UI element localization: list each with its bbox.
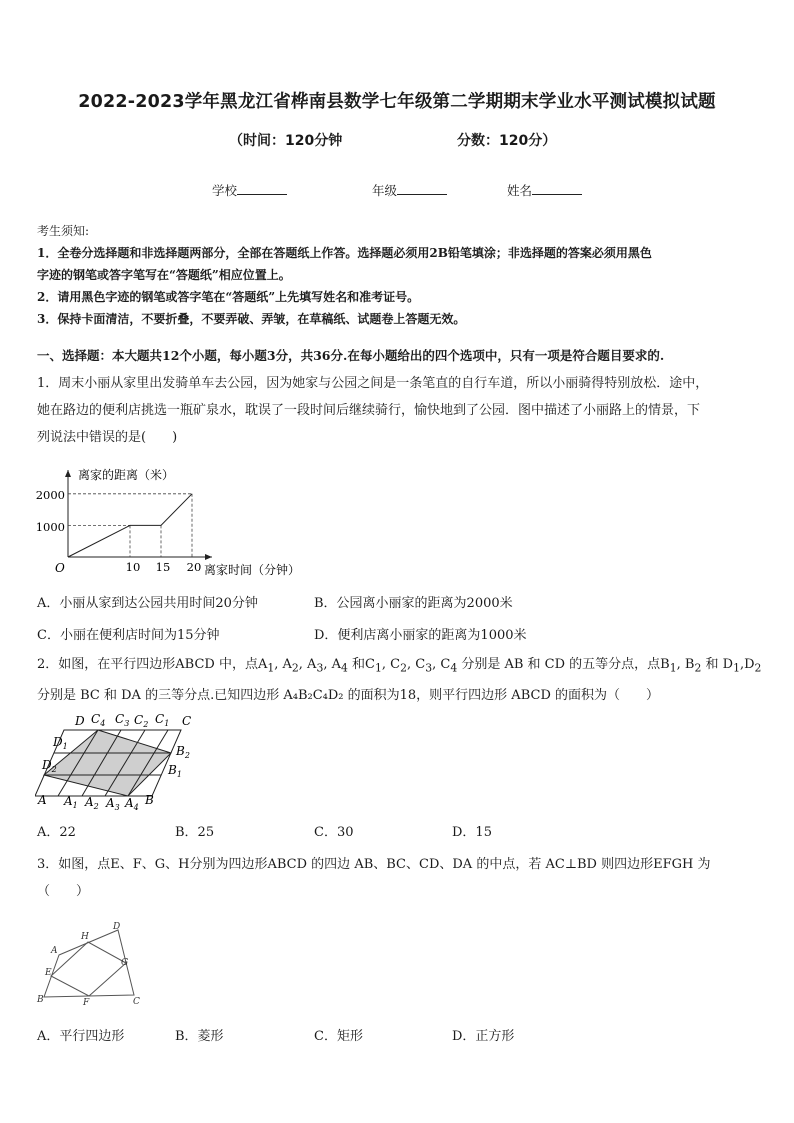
origin-label: O: [55, 561, 65, 575]
svg-text:D2: $D_2$: [42, 758, 57, 774]
svg-text:B: B: [145, 793, 154, 807]
svg-text:H: H: [81, 932, 89, 942]
x-tick-15: 15: [155, 560, 171, 574]
note-1: 1．全卷分选择题和非选择题两部分，全部在答题纸上作答。选择题必须用2B铅笔填涂；非选择题的答案必须用黑色: [37, 246, 652, 260]
q3-line-1: 3．如图，点E、F、G、H分别为四边形ABCD 的四边 AB、BC、CD、DA 的中点，若 AC⊥BD 则四边形EFGH 为: [37, 857, 711, 872]
q2-option-b[interactable]: B．25: [175, 825, 215, 840]
school-label: 学校: [212, 183, 238, 198]
y-tick-1000: 1000: [35, 520, 65, 534]
q1-line-3: 列说法中错误的是( ): [37, 430, 178, 445]
q3-quadrilateral-figure: [35, 920, 150, 1010]
svg-text:A2: $A_2$: [85, 795, 99, 811]
section-heading: 一、选择题：本大题共12个小题，每小题3分，共36分.在每小题给出的四个选项中，只有一项是符合题目要求的.: [37, 348, 665, 363]
school-field[interactable]: [212, 181, 287, 199]
q3-option-b[interactable]: B．菱形: [175, 1029, 224, 1044]
svg-text:A3: $A_3$: [106, 796, 120, 812]
notes: [37, 220, 652, 330]
name-blank[interactable]: [532, 182, 582, 195]
svg-text:C: C: [182, 714, 192, 728]
q1-option-d[interactable]: D．便利店离小丽家的距离为1000米: [314, 628, 527, 643]
quadrilateral-efgh: [51, 942, 129, 996]
svg-text:D1: $D_1$: [53, 735, 68, 751]
page-title: 2022-2023学年黑龙江省桦南县数学七年级第二学期期末学业水平测试模拟试题: [78, 92, 716, 112]
x-tick-10: 10: [125, 560, 141, 574]
q3-option-a[interactable]: A．平行四边形: [37, 1029, 125, 1044]
q1-distance-time-graph: [30, 462, 330, 587]
y-axis-label: 离家的距离（米）: [78, 468, 175, 482]
svg-text:C4: $C_4$: [91, 712, 106, 728]
shaded-quadrilateral: [44, 730, 171, 796]
q1-option-b[interactable]: B．公园离小丽家的距离为2000米: [314, 596, 513, 611]
grade-blank[interactable]: [397, 182, 447, 195]
q2-option-a[interactable]: A．22: [37, 825, 76, 840]
y-tick-2000: 2000: [35, 488, 65, 502]
x-tick-20: 20: [186, 560, 202, 574]
svg-text:D: D: [113, 922, 121, 932]
note-1-cont: 字迹的钢笔或答字笔写在“答题纸”相应位置上。: [37, 268, 291, 282]
svg-text:G: G: [121, 958, 129, 968]
grade-field[interactable]: [372, 181, 447, 199]
name-label: 姓名: [507, 183, 533, 198]
svg-text:A1: $A_1$: [64, 794, 78, 810]
grade-label: 年级: [372, 183, 398, 198]
q1-line-2: 她在路边的便利店挑选一瓶矿泉水，耽误了一段时间后继续骑行，愉快地到了公园．图中描述了小丽路上的情景，下: [37, 403, 701, 418]
q2-line-2: 分别是 BC 和 DA 的三等分点.已知四边形 A₄B₂C₄D₂ 的面积为18，则平行四边形 ABCD 的面积为（ ）: [37, 687, 659, 703]
svg-text:B: B: [37, 995, 44, 1005]
note-2: 2．请用黑色字迹的钢笔或答字笔在“答题纸”上先填写姓名和准考证号。: [37, 290, 420, 304]
question-3: [37, 851, 767, 905]
svg-text:C1: $C_1$: [155, 712, 170, 728]
question-2: [37, 651, 767, 709]
notes-heading: 考生须知:: [37, 224, 90, 238]
q1-option-c[interactable]: C．小丽在便利店时间为15分钟: [37, 628, 220, 643]
q3-line-2: （ ）: [37, 884, 90, 899]
svg-text:E: E: [45, 968, 52, 978]
q2-option-d[interactable]: D．15: [452, 825, 492, 840]
name-field[interactable]: [507, 181, 582, 199]
svg-text:A4: $A_4$: [125, 796, 139, 812]
svg-text:F: F: [83, 998, 90, 1008]
q2-parallelogram-figure: [35, 708, 205, 813]
q1-option-a[interactable]: A．小丽从家到达公园共用时间20分钟: [37, 596, 258, 611]
svg-text:A: A: [51, 946, 58, 956]
note-3: 3．保持卡面清洁，不要折叠，不要弄破、弄皱，在草稿纸、试题卷上答题无效。: [37, 312, 466, 326]
q3-option-d[interactable]: D．正方形: [452, 1029, 515, 1044]
svg-text:C: C: [133, 997, 140, 1007]
svg-text:A: A: [38, 793, 47, 807]
q2-line-1: 2．如图，在平行四边形ABCD 中，点$A_1$, $A_2$, $A_3$, $A_4$ 和$C_1$, $C_2$, $C_3$, $C_4$ 分别是 AB 和 CD 的五等分点，点$B_1$, $B_2$ 和 $D_1,D_2$: [37, 657, 762, 675]
time-label: （时间：120分钟: [229, 133, 343, 149]
x-axis-label: 离家时间（分钟）: [204, 563, 301, 577]
svg-text:B1: $B_1$: [168, 763, 182, 779]
q1-line-1: 1．周末小丽从家里出发骑单车去公园，因为她家与公园之间是一条笔直的自行车道，所以小丽骑得特别放松．途中，: [37, 376, 709, 391]
question-1: [37, 370, 757, 451]
svg-text:C3: $C_3$: [115, 712, 130, 728]
q2-option-c[interactable]: C．30: [314, 825, 354, 840]
q3-option-c[interactable]: C．矩形: [314, 1029, 363, 1044]
school-blank[interactable]: [237, 182, 287, 195]
svg-text:B2: $B_2$: [176, 744, 190, 760]
score-label: 分数：120分）: [457, 133, 557, 149]
svg-text:D: D: [75, 714, 85, 728]
svg-text:C2: $C_2$: [134, 713, 149, 729]
